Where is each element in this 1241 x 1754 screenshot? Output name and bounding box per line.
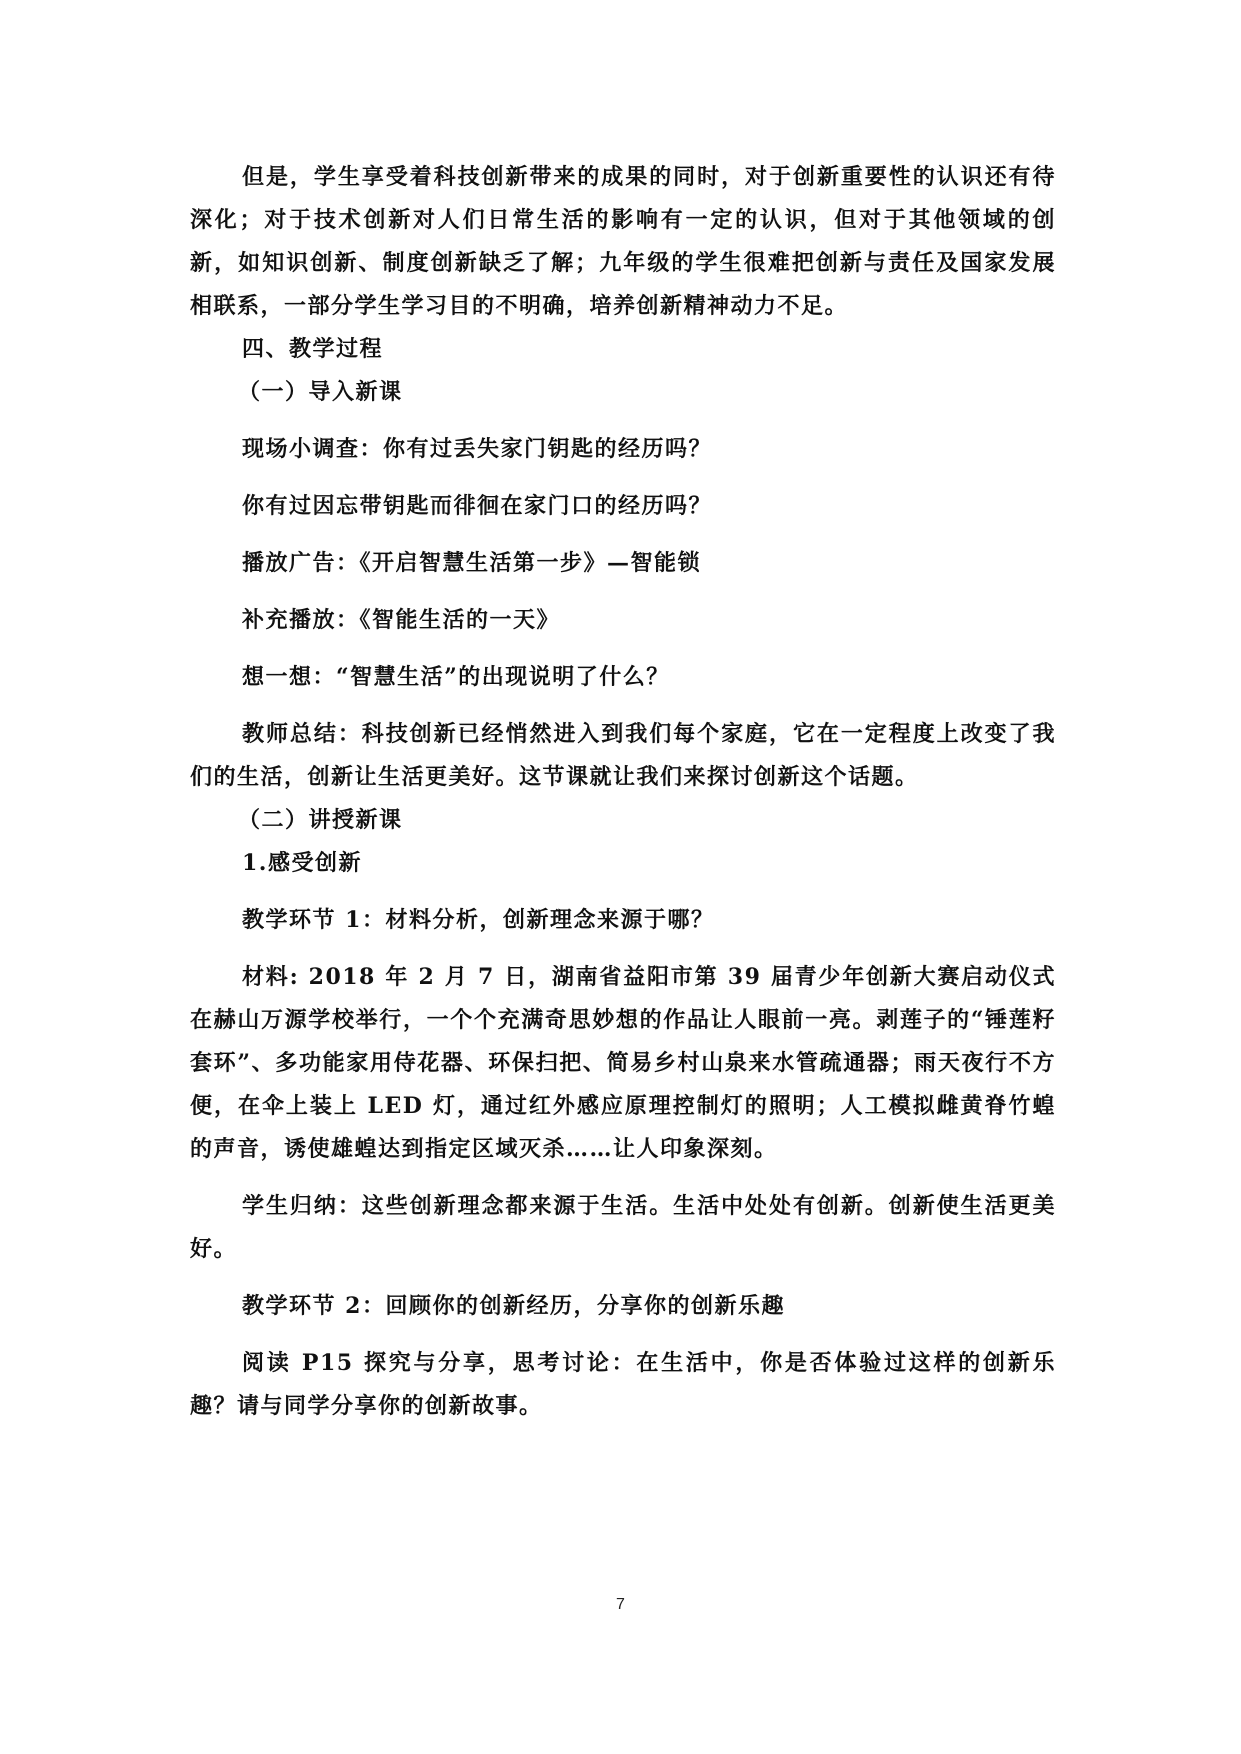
page-number: 7 [616, 1596, 625, 1613]
page-body [190, 156, 1056, 1428]
subsection-heading-intro: （一）导入新课 [238, 379, 403, 405]
paragraph-teacher-summary: 教师总结：科技创新已经悄然进入到我们每个家庭，它在一定程度上改变了我们的生活，创新让生活更美好。这节课就让我们来探讨创新这个话题。 [190, 721, 1056, 790]
paragraph-student-conclusion: 学生归纳：这些创新理念都来源于生活。生活中处处有创新。创新使生活更美好。 [190, 1193, 1056, 1262]
paragraph-teaching-step-2: 教学环节 2：回顾你的创新经历，分享你的创新乐趣 [242, 1293, 785, 1319]
paragraph-student-analysis: 但是，学生享受着科技创新带来的成果的同时，对于创新重要性的认识还有待深化；对于技术创新对人们日常生活的影响有一定的认识，但对于其他领域的创新，如知识创新、制度创新缺乏了解；九年级的学生很难把创新与责任及国家发展相联系，一部分学生学习目的不明确，培养创新精神动力不足。 [190, 164, 1056, 319]
paragraph-survey-question-1: 现场小调查：你有过丢失家门钥匙的经历吗？ [242, 436, 713, 462]
paragraph-extra-play: 补充播放：《智能生活的一天》 [242, 607, 561, 633]
paragraph-think: 想一想：“智慧生活”的出现说明了什么？ [242, 664, 670, 690]
topic-heading-feel-innovation: 1.感受创新 [242, 850, 362, 876]
paragraph-play-ad: 播放广告：《开启智慧生活第一步》—智能锁 [242, 550, 702, 576]
paragraph-teaching-step-1: 教学环节 1：材料分析，创新理念来源于哪？ [242, 907, 715, 933]
subsection-heading-new-lesson: （二）讲授新课 [238, 807, 403, 833]
paragraph-reading-task: 阅读 P15 探究与分享，思考讨论：在生活中，你是否体验过这样的创新乐趣？请与同学分享你的创新故事。 [190, 1350, 1056, 1419]
section-heading-teaching-process: 四、教学过程 [242, 336, 384, 362]
paragraph-survey-question-2: 你有过因忘带钥匙而徘徊在家门口的经历吗？ [242, 493, 713, 519]
paragraph-material: 材料: 2018 年 2 月 7 日，湖南省益阳市第 39 届青少年创新大赛启动仪式在赫山万源学校举行，一个个充满奇思妙想的作品让人眼前一亮。剥莲子的“锤莲籽套环”、多功能家用侍花器、环保扫把、简易乡村山泉来水管疏通器；雨天夜行不方便，在伞上装上 LED 灯，通过红外感应原理控制灯的照明；人工模拟雌黄脊竹蝗的声音，诱使雄蝗达到指定区域灭杀……让人印象深刻。 [190, 964, 1056, 1162]
